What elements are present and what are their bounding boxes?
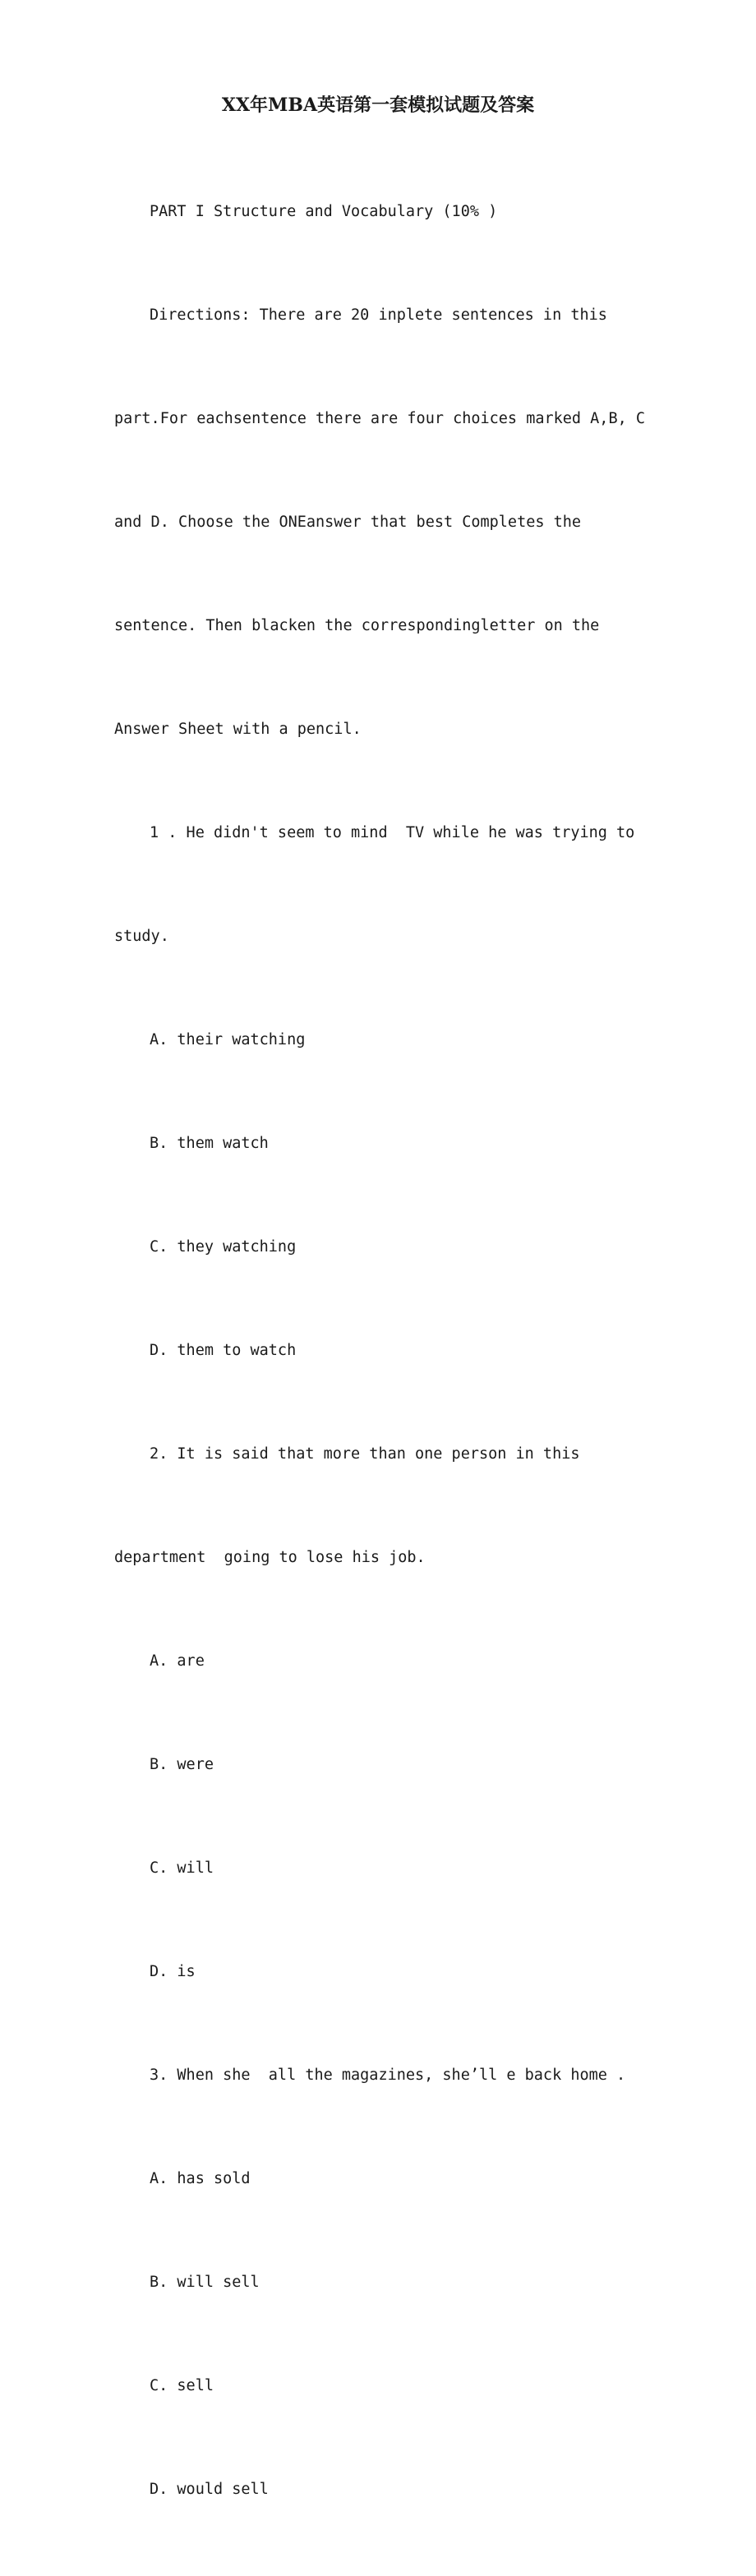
question-1-option-b: B. them watch bbox=[150, 1135, 269, 1152]
question-3-option-b: B. will sell bbox=[150, 2274, 260, 2291]
question-2-option-a: A. are bbox=[150, 1652, 205, 1670]
question-3-text: 3. When she all the magazines, she’ll e back home . bbox=[150, 2067, 626, 2084]
question-2-option-c: C. will bbox=[150, 1859, 214, 1877]
question-2-option-d: D. is bbox=[150, 1963, 196, 1980]
question-3-option-a: A. has sold bbox=[150, 2170, 251, 2187]
question-1-option-d: D. them to watch bbox=[150, 1342, 297, 1359]
directions-line: part.For eachsentence there are four choices marked A,B, C bbox=[114, 410, 646, 427]
question-2-text: 2. It is said that more than one person in this bbox=[150, 1445, 580, 1463]
question-2-text: department going to lose his job. bbox=[114, 1549, 426, 1566]
directions-line: sentence. Then blacken the correspondingletter on the bbox=[114, 617, 600, 634]
question-1-option-c: C. they watching bbox=[150, 1238, 297, 1256]
directions-line: Directions: There are 20 inplete sentences in this bbox=[150, 306, 607, 324]
question-1-text: 1 . He didn't seem to mind TV while he was trying to bbox=[150, 824, 635, 841]
directions-line: and D. Choose the ONEanswer that best Completes the bbox=[114, 514, 582, 531]
document-title: XX年MBA英语第一套模拟试题及答案 bbox=[221, 94, 535, 116]
question-1-text: study. bbox=[114, 928, 169, 945]
directions-line: Answer Sheet with a pencil. bbox=[114, 721, 362, 738]
question-3-option-d: D. would sell bbox=[150, 2481, 269, 2498]
question-2-option-b: B. were bbox=[150, 1756, 214, 1773]
question-1-option-a: A. their watching bbox=[150, 1031, 306, 1048]
section-heading: PART I Structure and Vocabulary (10% ) bbox=[150, 203, 498, 220]
question-3-option-c: C. sell bbox=[150, 2377, 214, 2394]
document-body bbox=[114, 126, 657, 2576]
